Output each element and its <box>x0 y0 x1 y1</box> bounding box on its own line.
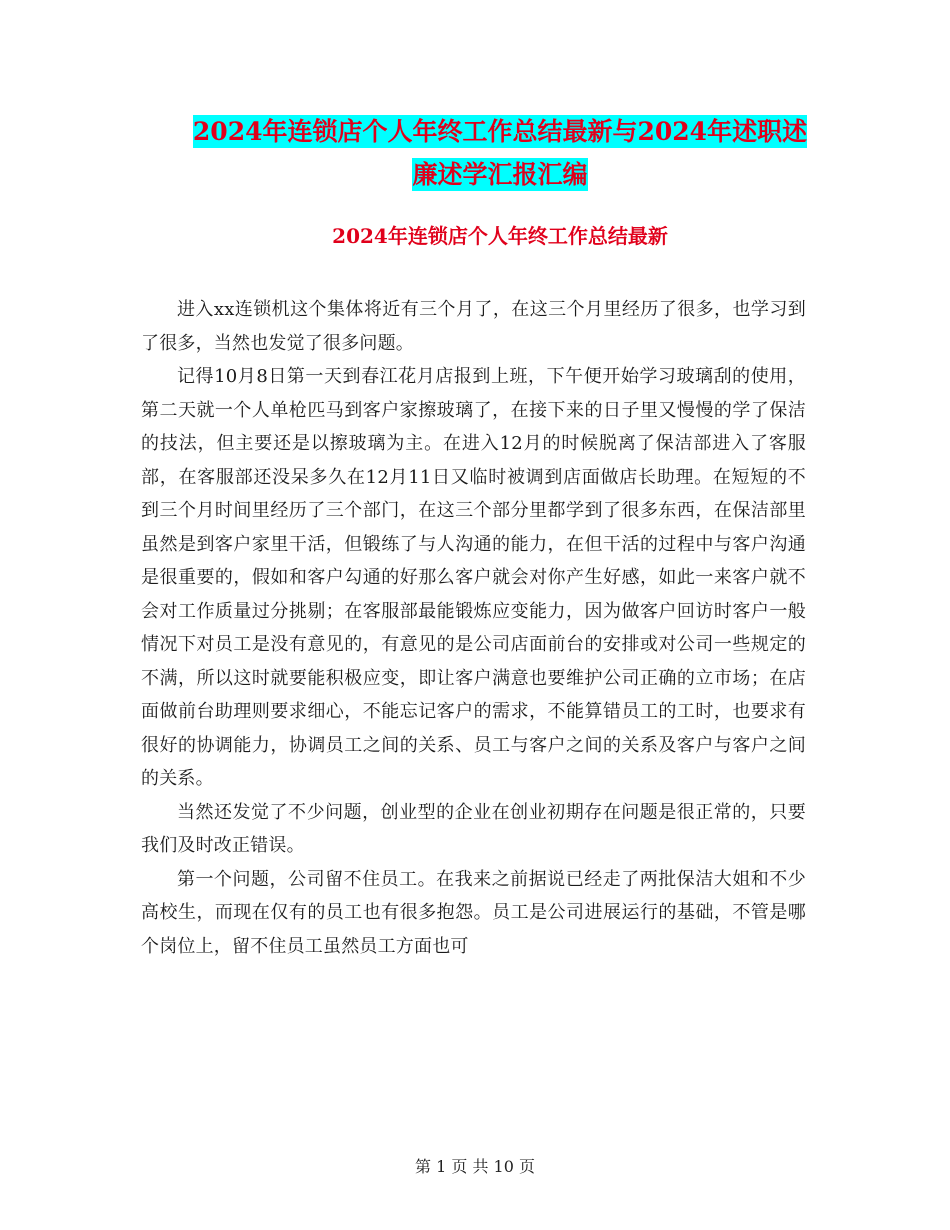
document-title <box>140 110 860 196</box>
page-indicator: 第 1 页 共 10 页 <box>415 1157 535 1176</box>
document-body <box>141 293 806 963</box>
paragraph: 第一个问题，公司留不住员工。在我来之前据说已经走了两批保洁大姐和不少高校生，而现在仅有的员工也有很多抱怨。员工是公司进展运行的基础，不管是哪个岗位上，留不住员工虽然员工方面也可 <box>141 868 806 957</box>
paragraph: 进入xx连锁机这个集体将近有三个月了，在这三个月里经历了很多，也学习到了很多，当然也发觉了很多问题。 <box>141 299 806 354</box>
section-title: 2024年连锁店个人年终工作总结最新 <box>332 224 668 248</box>
document-title-line2: 廉述学汇报汇编 <box>412 160 588 189</box>
paragraph: 当然还发觉了不少问题，创业型的企业在创业初期存在问题是很正常的，只要我们及时改正错误。 <box>141 801 806 856</box>
document-title-line1: 2024年连锁店个人年终工作总结最新与2024年述职述 <box>192 117 808 146</box>
paragraph: 记得10月8日第一天到春江花月店报到上班，下午便开始学习玻璃刮的使用，第二天就一个人单枪匹马到客户家擦玻璃了，在接下来的日子里又慢慢的学了保洁的技法，但主要还是以擦玻璃为主。在进入12月的时候脱离了保洁部进入了客服部，在客服部还没呆多久在12月11日又临时被调到店面做店长助理。在短短的不到三个月时间里经历了三个部门，在这三个部分里都学到了很多东西，在保洁部里虽然是到客户家里干活，但锻练了与人沟通的能力，在但干活的过程中与客户沟通是很重要的，假如和客户勾通的好那么客户就会对你产生好感，如此一来客户就不会对工作质量过分挑剔；在客服部最能锻炼应变能力，因为做客户回访时客户一般情况下对员工是没有意见的，有意见的是公司店面前台的安排或对公司一些规定的不满，所以这时就要能积极应变，即让客户满意也要维护公司正确的立市场；在店面做前台助理则要求细心，不能忘记客户的需求，不能算错员工的工时，也要求有很好的协调能力，协调员工之间的关系、员工与客户之间的关系及客户与客户之间的关系。 <box>141 366 806 789</box>
